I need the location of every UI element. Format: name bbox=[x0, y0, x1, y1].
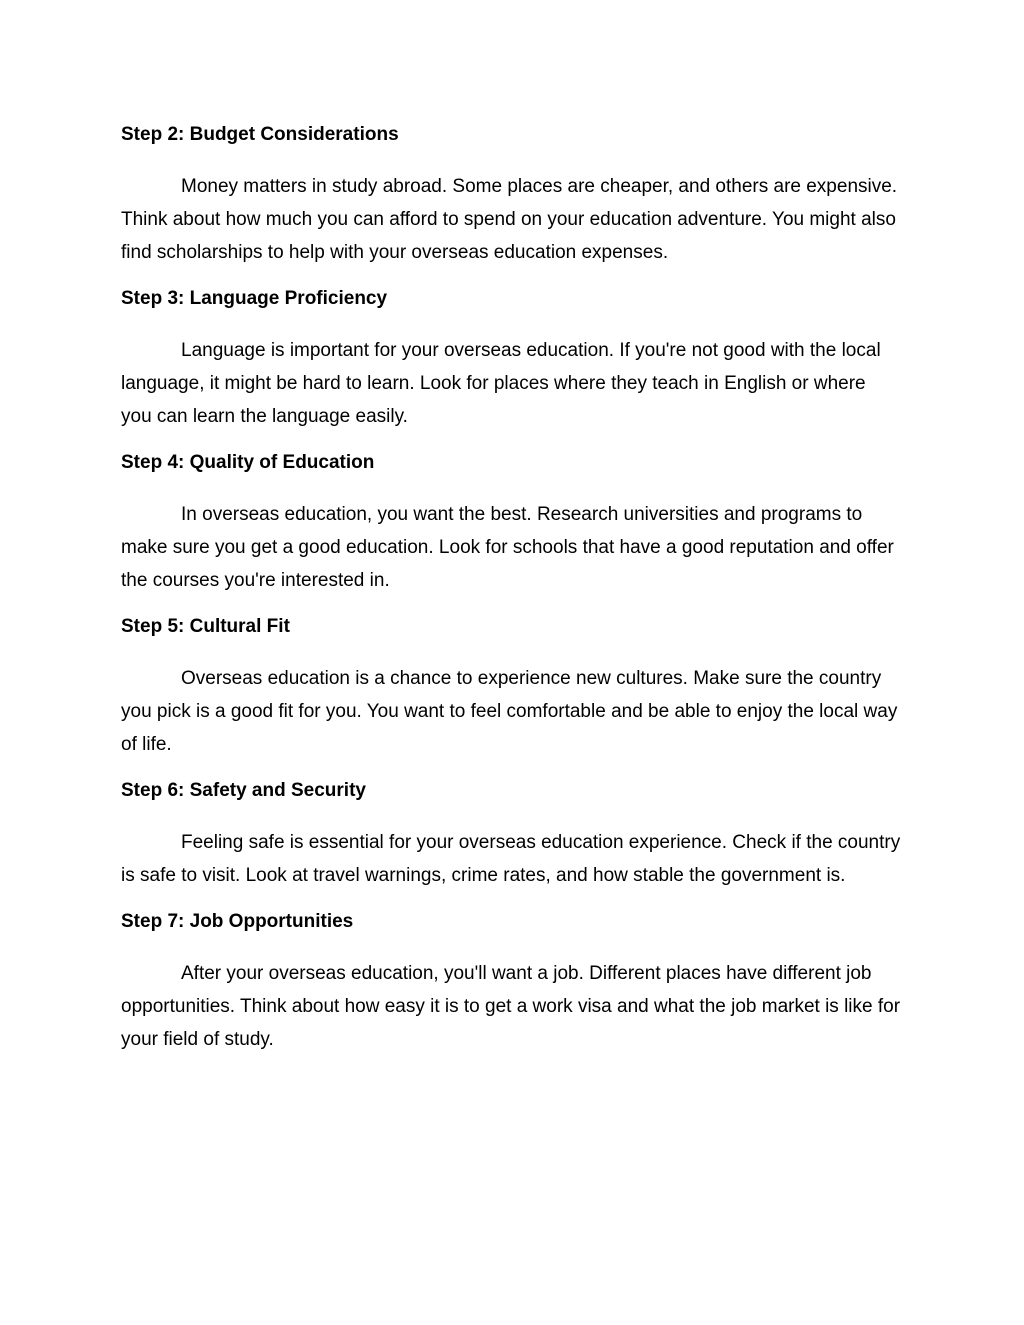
section-cultural-fit bbox=[121, 614, 901, 761]
section-heading: Step 2: Budget Considerations bbox=[121, 124, 399, 145]
section-body: Feeling safe is essential for your overseas education experience. Check if the country is safe to visit. Look at travel warnings, crime rates, and how stable the government is. bbox=[121, 832, 901, 886]
section-heading: Step 7: Job Opportunities bbox=[121, 911, 354, 932]
section-safety-and-security bbox=[121, 778, 901, 892]
section-budget-considerations bbox=[121, 122, 901, 269]
section-heading: Step 4: Quality of Education bbox=[121, 452, 375, 473]
section-job-opportunities bbox=[121, 909, 901, 1056]
document-content bbox=[121, 122, 901, 1073]
section-body: After your overseas education, you'll want a job. Different places have different job opportunities. Think about how easy it is to get a work visa and what the job market is like for your field of study. bbox=[121, 963, 901, 1050]
section-body: In overseas education, you want the best. Research universities and programs to make sure you get a good education. Look for schools that have a good reputation and offer the courses you're interested in. bbox=[121, 504, 894, 591]
section-quality-of-education bbox=[121, 450, 901, 597]
section-body: Language is important for your overseas education. If you're not good with the local language, it might be hard to learn. Look for places where they teach in English or where you can learn the language easily. bbox=[121, 340, 881, 427]
section-body: Overseas education is a chance to experience new cultures. Make sure the country you pick is a good fit for you. You want to feel comfortable and be able to enjoy the local way of life. bbox=[121, 668, 898, 755]
section-body: Money matters in study abroad. Some places are cheaper, and others are expensive. Think about how much you can afford to spend on your education adventure. You might also find scholarships to help with your overseas education expenses. bbox=[121, 176, 898, 263]
section-heading: Step 6: Safety and Security bbox=[121, 780, 366, 801]
section-heading: Step 3: Language Proficiency bbox=[121, 288, 388, 309]
section-language-proficiency bbox=[121, 286, 901, 433]
section-heading: Step 5: Cultural Fit bbox=[121, 616, 290, 637]
